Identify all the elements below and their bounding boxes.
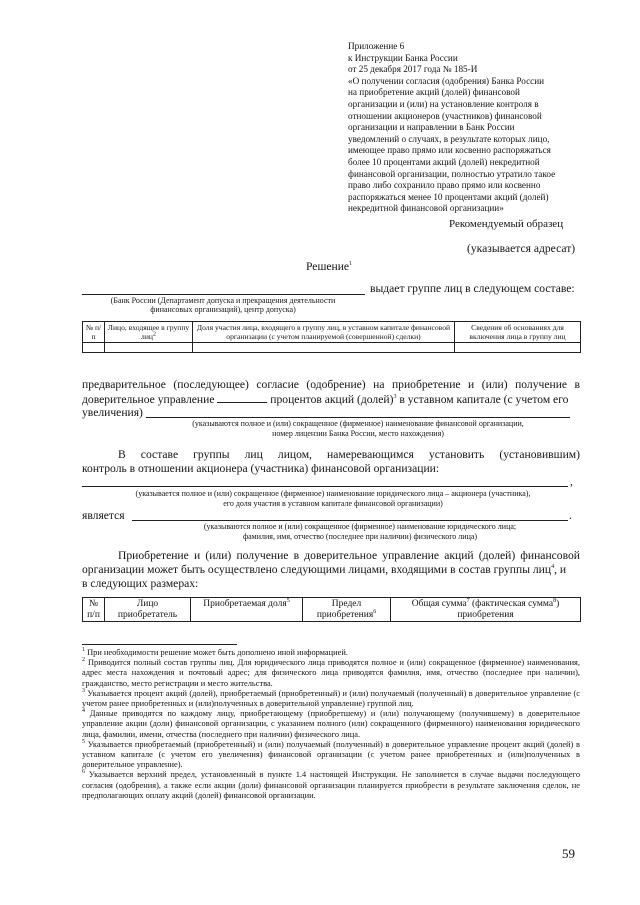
header-share: Доля участия лица, входящего в группу лиц, в уставном капитале финансовой организации (с учетом планируемой (совершенной) сделки) [193, 322, 455, 343]
issuer-caption-2: финансовых организаций), центр допуска) [150, 305, 296, 314]
footnote-ref: 8 [553, 597, 557, 604]
footnote-ref: 4 [551, 564, 555, 571]
appendix-line: организации и направлении в Банк России [348, 122, 515, 133]
header-sum-text-a: Общая сумма [411, 599, 467, 609]
para3-text-a: организации может быть осуществлено следующими лицами, входящими в состав группы лиц [82, 563, 552, 576]
para2-caption-4: фамилия, имя, отчество (последнее при наличии) физического лица) [242, 532, 478, 541]
footnote-ref: 7 [466, 597, 470, 604]
header-num: № п/п [83, 322, 105, 343]
header-sum [391, 598, 581, 622]
footnote-ref: 1 [349, 261, 353, 268]
footnote [82, 709, 580, 740]
acquisition-table [82, 597, 581, 622]
issuer-blank-line [82, 294, 365, 295]
page-number: 59 [562, 846, 575, 861]
org-blank-line [146, 417, 570, 418]
header-person [105, 322, 193, 343]
footnote-number: 5 [82, 739, 85, 746]
footnote-number: 3 [82, 688, 85, 695]
sample-label: Рекомендуемый образец [449, 218, 564, 230]
issuer-caption-1: (Банк России (Департамент допуска и прекращения деятельности [110, 296, 336, 305]
table-row [83, 343, 581, 353]
footnote-ref: 6 [373, 608, 377, 615]
percent-blank [217, 392, 267, 403]
issuer-tail: выдает группе лиц в следующем составе: [370, 282, 575, 295]
appendix-line: уведомлений о случаях, в результате которых лицо, [348, 133, 550, 144]
para1-text-a: доверительное управление [82, 393, 215, 406]
footnote [82, 740, 580, 771]
footnote [82, 689, 580, 709]
para3-line3: в следующих размерах: [82, 577, 199, 590]
header-share-text: Приобретаемая доля [203, 599, 287, 609]
is-label: является [82, 509, 125, 522]
footnote-text: Указывается процент акций (долей), приобретаемый (приобретенный) и (или) получаемый (полученный) в доверительное управление (с учетом ранее приобретенных и (или)полученных в доверительной управление) группой лиц. [82, 688, 581, 709]
table-cell [83, 343, 105, 353]
footnote-text: При необходимости решение может быть дополнено иной информацией. [87, 648, 348, 657]
header-limit [303, 598, 391, 622]
para3-line1: Приобретение и (или) получение в доверительное управление акций (долей) финансовой [118, 549, 580, 562]
table-header-row [83, 322, 581, 343]
appendix-line: распоряжаться менее 10 процентами акций (долей) [348, 191, 549, 202]
footnote-text: Приводится полный состав группы лиц. Для юридического лица приводятся полное и (или) сокращенное (фирменное) наименования, адрес места нахождения и почтовый адрес; для физического лица приводятся фамилия, имя, отчество (последнее при наличии), гражданство, место регистрации и место жительства. [82, 658, 581, 688]
table-header-row [83, 598, 581, 622]
header-limit-text: Предел приобретения [316, 599, 374, 620]
para2-line1: В составе группы лиц лицом, намеревающимся установить (установившим) [118, 448, 580, 461]
footnote [82, 648, 580, 658]
table-cell [455, 343, 581, 353]
header-sum-text-b: (фактическая сумма [469, 599, 554, 609]
appendix-line: имеющее право прямо или косвенно распоряжаться [348, 145, 551, 156]
appendix-line: финансовой организации, полностью утратило такое [348, 168, 556, 179]
appendix-line: некредитной финансовой организации» [348, 203, 504, 214]
title-text: Решение [306, 260, 350, 273]
table-cell [105, 343, 193, 353]
header-sum-text-c: ) приобретения [457, 599, 560, 620]
header-person: Лицо приобретатель [105, 598, 191, 622]
appendix-line: организации и (или) на установление контроля в [348, 98, 539, 109]
group-members-table [82, 321, 581, 353]
appendix-line: более 10 процентами акций (долей) некредитной [348, 156, 540, 167]
footnote-number: 2 [82, 657, 85, 664]
para1-caption-1: (указываются полное и (или) сокращенное (фирменное) наименование финансовой организации, [192, 419, 524, 428]
para2-caption-3: (указываются полное и (или) сокращенное (фирменное) наименование юридического лица; [203, 522, 517, 531]
para3-line2 [82, 563, 580, 577]
para1-text-b: процентов акций (долей) [270, 393, 394, 406]
para2-caption-1: (указывается полное и (или) сокращенное (фирменное) наименование юридического лица – акционера (участника), [135, 489, 531, 498]
shareholder-blank-line [82, 486, 568, 487]
para2-caption-2: его доля участия в уставном капитале финансовой организации) [223, 499, 443, 508]
page-title [306, 260, 352, 274]
footnote-ref: 5 [286, 597, 290, 604]
para2-period: . [569, 509, 572, 522]
header-num: № п/п [83, 598, 105, 622]
footnote-ref: 2 [152, 331, 156, 338]
para1-line3: увеличения) [82, 406, 143, 419]
footnote [82, 770, 580, 801]
para1-line1: предварительное (последующее) согласие (одобрение) на приобретение и (или) получение в [82, 378, 580, 391]
para3-text-b: , и [554, 563, 567, 576]
para1-caption-2: номер лицензии Банка России, место нахождения) [272, 429, 444, 438]
appendix-line: на приобретение акций (долей) финансовой [348, 87, 520, 98]
header-person-text: Лицо, входящее в группу лиц [107, 323, 190, 341]
addressee: (указывается адресат) [467, 242, 576, 255]
footnote-ref: 3 [393, 394, 397, 401]
footnote [82, 658, 580, 689]
appendix-block [348, 41, 608, 215]
footnotes [82, 648, 580, 801]
appendix-line: «О получении согласия (одобрения) Банка России [348, 75, 545, 86]
appendix-line: Приложение 6 [348, 41, 405, 51]
footnote-text: Указывается верхний предел, установленный в пункте 1.4 настоящей Инструкции. Не заполняется в случае выдачи последующего согласия (одобрения), а также если акции (доли) финансовой организации планируется приобрести в результате заключения сделок, не предполагающих оплату акций (долей) финансовой организации. [82, 770, 581, 800]
footnote-separator [82, 644, 237, 645]
footnote-number: 4 [82, 708, 85, 715]
para2-line2: контроль в отношении акционера (участника) финансовой организации: [82, 462, 440, 475]
controller-blank-line [132, 520, 568, 521]
appendix-line: к Инструкции Банка России [348, 52, 458, 63]
para1-line2 [82, 392, 580, 407]
appendix-line: право либо сохранило право прямо или косвенно [348, 180, 541, 191]
para1-text-c: в уставном капитале (с учетом его [399, 393, 569, 406]
appendix-line: отношении акционеров (участников) финансовой [348, 110, 542, 121]
header-share [191, 598, 303, 622]
footnote-text: Указывается приобретаемый (приобретенный) и (или) получаемый (полученный) в доверительное управление процент акций (долей) в уставном капитале (с учетом его увеличения) финансовой организации (с учетом ранее приобретенных и (или)полученных в доверительное управление). [82, 739, 580, 770]
table-cell [193, 343, 455, 353]
footnote-text: Данные приводятся по каждому лицу, приобретающему (приобретшему) и (или) получающему (получившему) в доверительное управление акции (доли) финансовой организации, с указанием полного (или) сокращенного (фирменного) наименования юридического лица, фамилии, имени, отчества (последнего при наличии) физического лица. [82, 709, 580, 739]
footnote-number: 1 [82, 647, 85, 654]
para2-comma: , [570, 475, 573, 488]
appendix-line: от 25 декабря 2017 года № 185-И [348, 64, 478, 75]
header-basis: Сведения об основаниях для включения лица в группу лиц [455, 322, 581, 343]
footnote-number: 6 [82, 769, 85, 776]
